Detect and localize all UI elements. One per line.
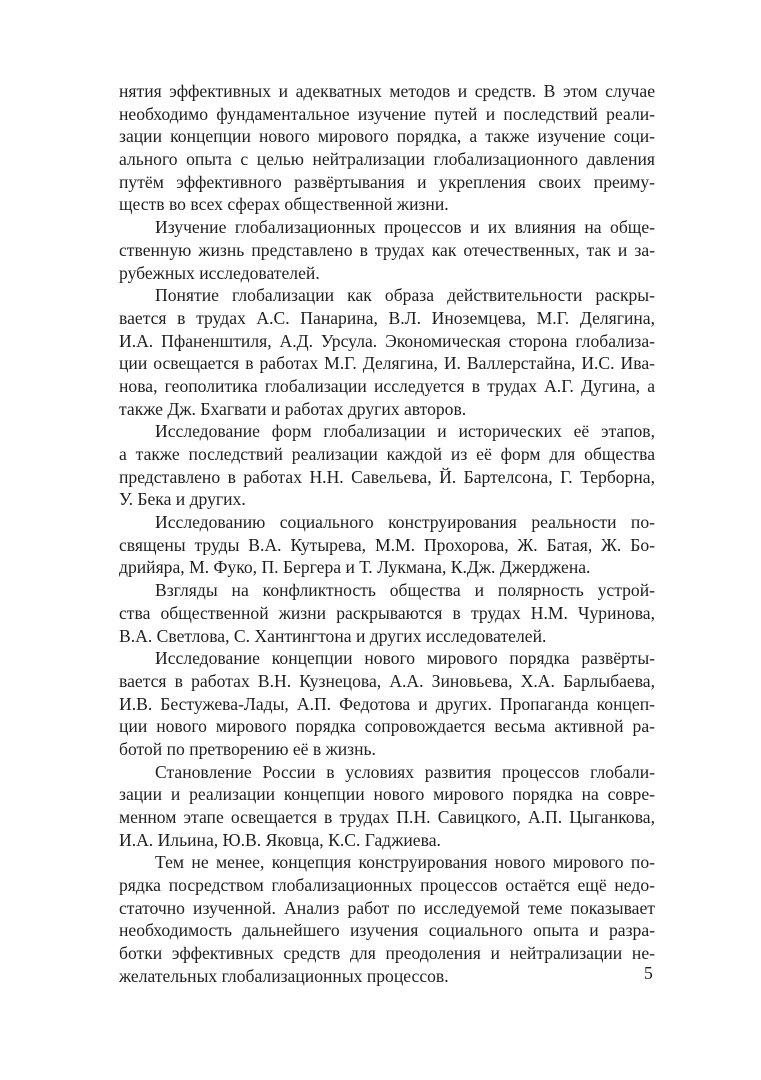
text-line: И.В. Бестужева-Лады, А.П. Федотова и других. Пропаганда концеп- <box>119 693 655 714</box>
text-line: нова, геополитика глобализации исследуется в трудах А.Г. Дугина, а <box>119 375 655 396</box>
text-line: Понятие глобализации как образа действительности раскры- <box>155 285 655 306</box>
text-line: священы труды В.А. Кутырева, М.М. Прохорова, Ж. Батая, Ж. Бо- <box>119 534 655 555</box>
paragraph <box>119 647 655 760</box>
text-line: ства общественной жизни раскрываются в трудах Н.М. Чуринова, <box>119 602 655 623</box>
text-line: нятия эффективных и адекватных методов и средств. В этом случае <box>119 81 655 101</box>
text-line: рядка посредством глобализационных процессов остаётся ещё недо- <box>119 875 655 896</box>
text-line: ции нового мирового порядка сопровождается весьма активной ра- <box>119 716 655 737</box>
text-line: В.А. Светлова, С. Хантингтона и других исследователей. <box>119 625 547 646</box>
text-line: У. Бека и других. <box>119 489 246 510</box>
text-line: Исследованию социального конструирования реальности по- <box>155 512 655 533</box>
body-text <box>119 80 655 988</box>
text-line: Взгляды на конфликтность общества и полярность устрой- <box>155 580 655 601</box>
text-line: вается в работах В.Н. Кузнецова, А.А. Зиновьева, Х.А. Барлыбаева, <box>119 670 655 691</box>
paragraph <box>119 80 655 216</box>
paragraph <box>119 851 655 987</box>
text-line: менном этапе освещается в трудах П.Н. Савицкого, А.П. Цыганкова, <box>119 807 655 827</box>
text-line: Исследование форм глобализации и исторических её этапов, <box>155 421 655 442</box>
paragraph <box>119 284 655 420</box>
text-line: желательных глобализационных процессов. <box>119 965 449 986</box>
text-line: Изучение глобализационных процессов и их влияния на обще- <box>155 217 655 238</box>
paragraph <box>119 511 655 579</box>
text-line: зации концепции нового мирового порядка, а также изучение соци- <box>119 126 655 147</box>
paragraph <box>119 420 655 511</box>
text-line: необходимо фундаментальное изучение путей и последствий реали- <box>119 103 655 124</box>
text-line: И.А. Ильина, Ю.В. Яковца, К.С. Гаджиева. <box>119 829 441 850</box>
text-line: ществ во всех сферах общественной жизни. <box>119 194 449 215</box>
text-line: ственную жизнь представлено в трудах как отечественных, так и за- <box>119 239 655 260</box>
text-line: ции освещается в работах М.Г. Делягина, И. Валлерстайна, И.С. Ива- <box>119 353 655 374</box>
text-line: необходимость дальнейшего изучения социального опыта и разра- <box>119 920 655 941</box>
text-line: дрийяра, М. Фуко, П. Бергера и Т. Лукмана, К.Дж. Джерджена. <box>119 557 591 578</box>
text-line: представлено в работах Н.Н. Савельева, Й. Бартелсона, Г. Терборна, <box>119 466 655 487</box>
text-line: рубежных исследователей. <box>119 262 320 283</box>
text-line: ботки эффективных средств для преодоления и нейтрализации не- <box>119 943 655 964</box>
page-number: 5 <box>644 963 653 983</box>
text-line: ального опыта с целью нейтрализации глобализационного давления <box>119 149 655 170</box>
text-line: Исследование концепции нового мирового порядка развёрты- <box>155 648 655 669</box>
text-line: зации и реализации концепции нового мирового порядка на совре- <box>119 784 655 805</box>
text-line: Становление России в условиях развития процессов глобали- <box>155 761 655 782</box>
text-line: вается в трудах А.С. Панарина, В.Л. Иноземцева, М.Г. Делягина, <box>119 307 655 328</box>
text-line: статочно изученной. Анализ работ по исследуемой теме показывает <box>119 897 655 918</box>
text-line: путём эффективного развёртывания и укрепления своих преиму- <box>119 171 655 192</box>
paragraph <box>119 216 655 284</box>
text-line: также Дж. Бхагвати и работах других авторов. <box>119 398 467 419</box>
text-line: ботой по претворению её в жизнь. <box>119 738 376 759</box>
text-line: а также последствий реализации каждой из её форм для общества <box>119 444 655 464</box>
paragraph <box>119 761 655 852</box>
text-line: Тем не менее, концепция конструирования нового мирового по- <box>155 852 655 873</box>
paragraph <box>119 579 655 647</box>
text-line: И.А. Пфаненштиля, А.Д. Урсула. Экономическая сторона глобализа- <box>119 330 655 351</box>
